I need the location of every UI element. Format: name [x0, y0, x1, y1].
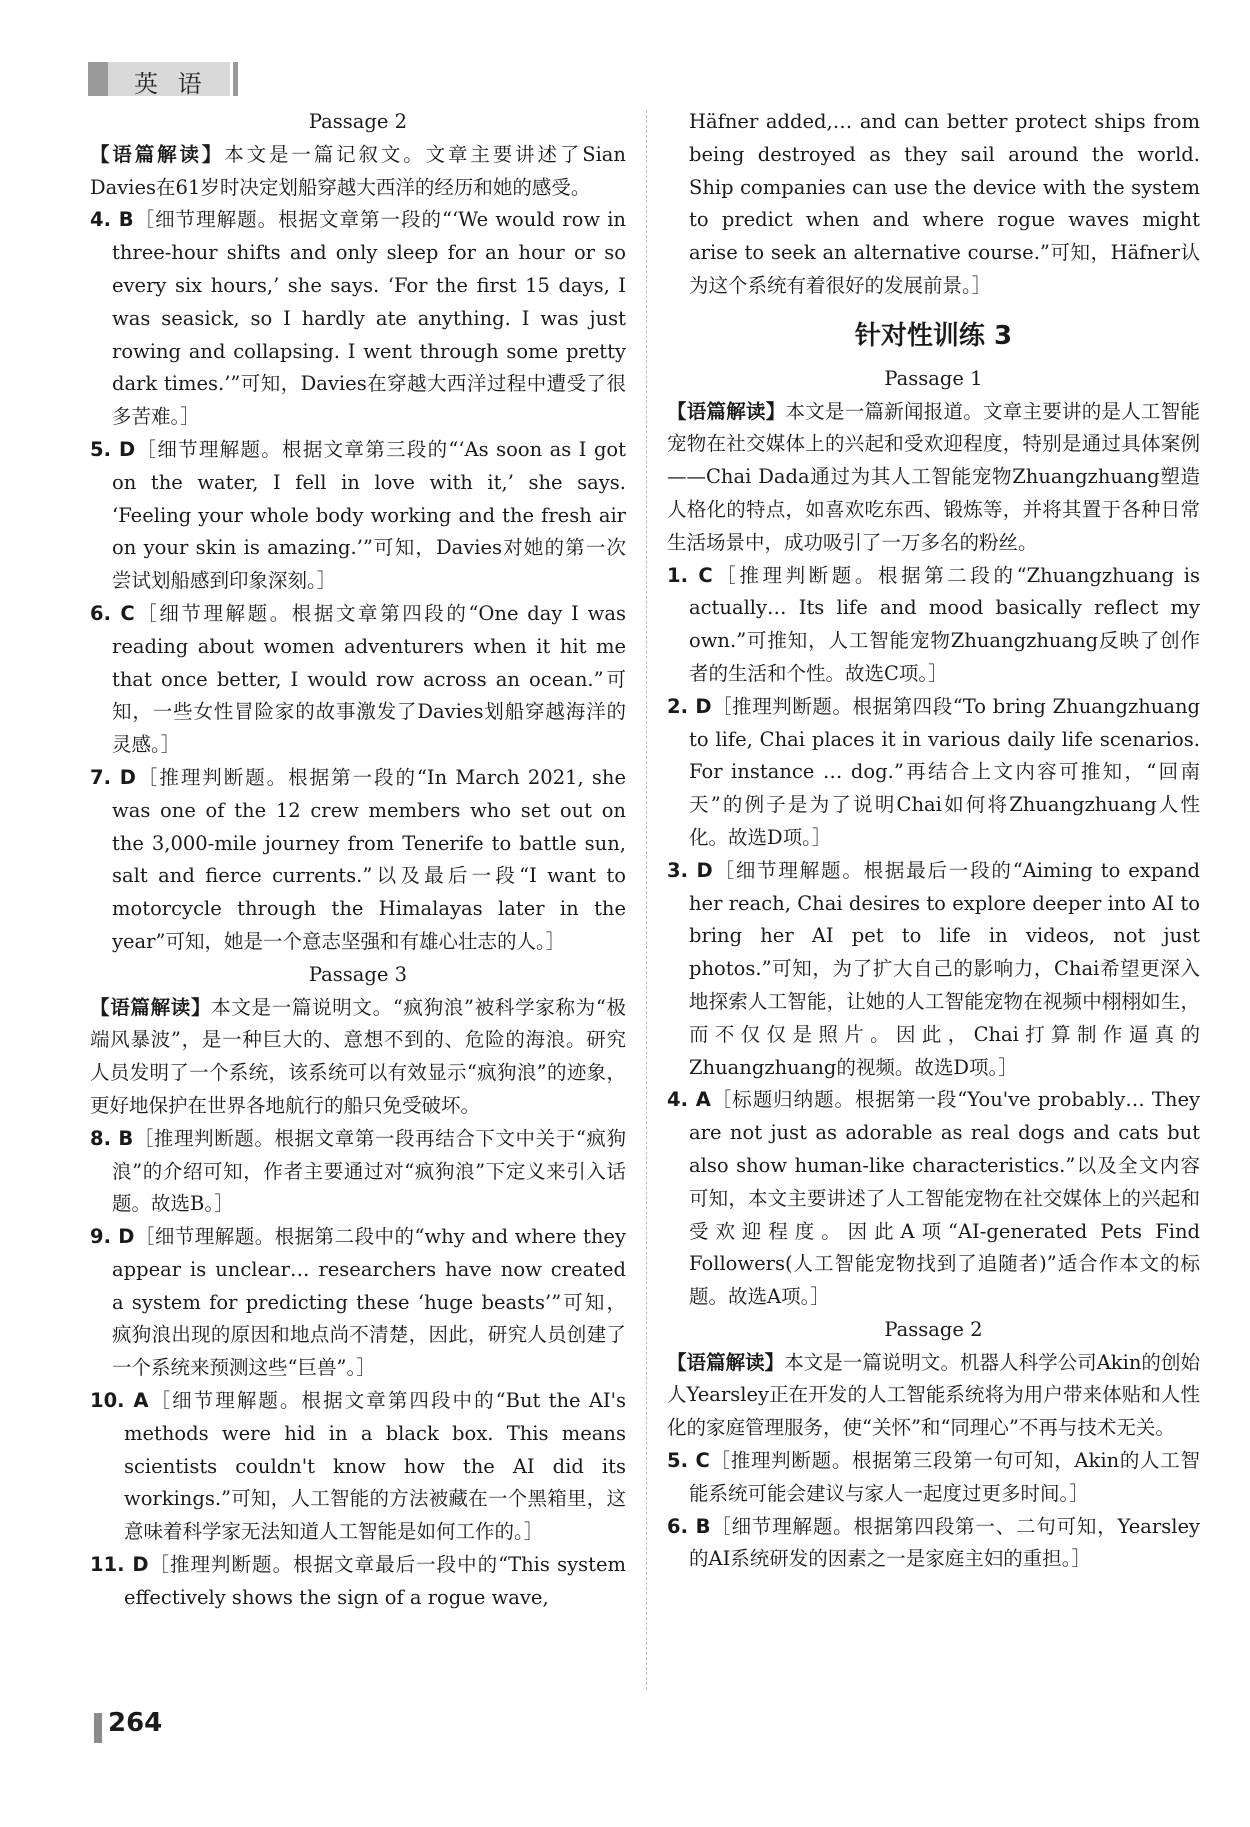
answer-number: 2. D — [667, 694, 712, 718]
passage-intro — [90, 992, 626, 1123]
answer-text: ［推理判断题。根据第四段“To bring Zhuangzhuang to life, Chai places it in various daily life scenarios. For instance … dog.”再结合上文内容可推知，“回南天”的例子是为了说明Chai如何将Zhuangzhuang人性化。故选D项。］ — [689, 694, 1200, 849]
passage-intro — [667, 396, 1200, 560]
answer-text: ［标题归纳题。根据第一段“You've probably… They are not just as adorable as real dogs and cats but also show human-like characteristics.”以及全文内容可知，本文主要讲述了人工智能宠物在社交媒体上的兴起和受欢迎程度。因此A项“AI-generated Pets Find Followers(人工智能宠物找到了追随者)”适合作本文的标题。故选A项。］ — [689, 1088, 1200, 1309]
intro-label: 【语篇解读】 — [90, 142, 225, 166]
page-number-bar — [94, 1713, 102, 1743]
intro-label: 【语篇解读】 — [90, 995, 212, 1019]
answer-text: ［细节理解题。根据文章第四段中的“But the AI's methods were hid in a black box. This means scientists couldn't know how the AI did its workings.”可知，人工智能的方法被藏在一个黑箱里，这意味着科学家无法知道人工智能是如何工作的。］ — [124, 1389, 626, 1544]
answer-item — [90, 762, 626, 959]
answer-text: ［推理判断题。根据文章第一段再结合下文中关于“疯狗浪”的介绍可知，作者主要通过对“疯狗浪”下定义来引入话题。故选B。］ — [112, 1126, 626, 1216]
answer-number: 5. D — [90, 437, 136, 461]
answer-text: ［推理判断题。根据第二段的“Zhuangzhuang is actually… Its life and mood basically reflect my own.”可推知，人工智能宠物Zhuangzhuang反映了创作者的生活和个性。故选C项。］ — [689, 563, 1201, 685]
answer-item — [667, 1511, 1200, 1577]
intro-label: 【语篇解读】 — [667, 399, 786, 423]
answer-item — [667, 855, 1200, 1085]
passage-title: Passage 1 — [884, 366, 983, 390]
passage-title: Passage 2 — [308, 110, 408, 133]
answer-text: ［推理判断题。根据第三段第一句可知，Akin的人工智能系统可能会建议与家人一起度过更多时间。］ — [689, 1449, 1200, 1505]
intro-text: 本文是一篇记叙文。文章主要讲述了Sian Davies在61岁时决定划船穿越大西洋的经历和她的感受。 — [90, 142, 626, 199]
answer-number: 9. D — [90, 1225, 135, 1249]
answer-text: ［推理判断题。根据第一段的“In March 2021, she was one of the 12 crew members who set out on the 3,000-mile journey from Tenerife to battle sun, salt and fierce currents.”以及最后一段“I want to motorcycle through the Himalayas later in the year”可知，她是一个意志坚强和有雄心壮志的人。］ — [112, 765, 626, 953]
answer-item — [90, 1549, 626, 1615]
passage-intro — [90, 139, 626, 205]
answer-number: 3. D — [667, 858, 713, 882]
left-column — [90, 106, 626, 1615]
answer-item — [667, 691, 1200, 855]
intro-label: 【语篇解读】 — [667, 1350, 785, 1374]
answer-number: 7. D — [90, 765, 136, 789]
answer-continuation: Häfner added,… and can better protect ships from being destroyed as they sail around the world. Ship companies can use the device with the system to predict when and where rogue waves might arise to seek an alternative course.”可知，Häfner认为这个系统有着很好的发展前景。］ — [689, 110, 1200, 297]
answer-number: 4. B — [90, 208, 134, 232]
answer-item — [90, 598, 626, 762]
column-divider — [646, 110, 647, 1690]
page-number: 264 — [108, 1708, 163, 1738]
right-column — [667, 106, 1200, 1576]
intro-text: 本文是一篇新闻报道。文章主要讲的是人工智能宠物在社交媒体上的兴起和受欢迎程度，特别是通过具体案例——Chai Dada通过为其人工智能宠物Zhuangzhuang塑造人格化的特点，如喜欢吃东西、锻炼等，并将其置于各种日常生活场景中，成功吸引了一万多名的粉丝。 — [667, 399, 1200, 554]
subject-label: 英 语 — [134, 70, 208, 98]
answer-item — [90, 434, 626, 598]
section-title: 针对性训练 3 — [854, 320, 1013, 351]
intro-text: 本文是一篇说明文。“疯狗浪”被科学家称为“极端风暴波”，是一种巨大的、意想不到的、危险的海浪。研究人员发明了一个系统，该系统可以有效显示“疯狗浪”的迹象，更好地保护在世界各地航行的船只免受破坏。 — [90, 995, 626, 1117]
intro-text: 本文是一篇说明文。机器人科学公司Akin的创始人Yearsley正在开发的人工智能系统将为用户带来体贴和人性化的家庭管理服务，使“关怀”和“同理心”不再与技术无关。 — [667, 1350, 1200, 1440]
answer-text: ［推理判断题。根据文章最后一段中的“This system effectively shows the sign of a rogue wave, — [124, 1553, 626, 1609]
passage-title: Passage 3 — [308, 962, 408, 986]
answer-number: 4. A — [667, 1088, 711, 1112]
answer-item — [90, 1221, 626, 1385]
answer-number: 11. D — [90, 1553, 149, 1577]
answer-item — [90, 1123, 626, 1221]
answer-item — [667, 1084, 1200, 1314]
answer-text: ［细节理解题。根据文章第三段的“‘As soon as I got on the water, I fell in love with it,’ she says. ‘Feeling your whole body working and the fresh air on your skin is amazing.’”可知，Davies对她的第一次尝试划船感到印象深刻。］ — [112, 437, 627, 593]
answer-number: 5. C — [667, 1449, 710, 1473]
answer-item — [90, 1385, 626, 1549]
answer-text: ［细节理解题。根据第四段第一、二句可知，Yearsley的AI系统研发的因素之一是家庭主妇的重担。］ — [689, 1514, 1200, 1571]
answer-text: ［细节理解题。根据第二段中的“why and where they appear is unclear… researchers have now created a system for predicting these ‘huge beasts’”可知，疯狗浪出现的原因和地点尚不清楚，因此，研究人员创建了一个系统来预测这些“巨兽”。］ — [112, 1225, 626, 1380]
answer-item — [667, 560, 1200, 691]
answer-text: ［细节理解题。根据最后一段的“Aiming to expand her reach, Chai desires to explore deeper into AI to bring her AI pet to life in videos, not just photos.”可知，为了扩大自己的影响力，Chai希望更深入地探索人工智能，让她的人工智能宠物在视频中栩栩如生，而不仅仅是照片。因此，Chai打算制作逼真的Zhuangzhuang的视频。故选D项。］ — [689, 858, 1200, 1079]
answer-text: ［细节理解题。根据文章第一段的“‘We would row in three-hour shifts and only sleep for an hour or so every six hours,’ she says. ‘For the first 15 days, I was seasick, so I hardly ate anything. I was just rowing and collapsing. I went through some pretty dark times.’”可知，Davies在穿越大西洋过程中遭受了很多苦难。］ — [112, 208, 626, 429]
answer-item — [90, 204, 626, 434]
passage-title: Passage 2 — [884, 1317, 983, 1341]
answer-number: 10. A — [90, 1389, 149, 1413]
passage-intro — [667, 1347, 1200, 1445]
answer-number: 6. B — [667, 1514, 711, 1538]
answer-number: 1. C — [667, 563, 713, 587]
answer-item — [667, 1445, 1200, 1511]
answer-number: 8. B — [90, 1126, 134, 1150]
answer-text: ［细节理解题。根据文章第四段的“One day I was reading about women adventurers when it hit me that once better, I would row across an ocean.”可知，一些女性冒险家的故事激发了Davies划船穿越海洋的灵感。］ — [112, 601, 626, 757]
answer-number: 6. C — [90, 601, 135, 625]
